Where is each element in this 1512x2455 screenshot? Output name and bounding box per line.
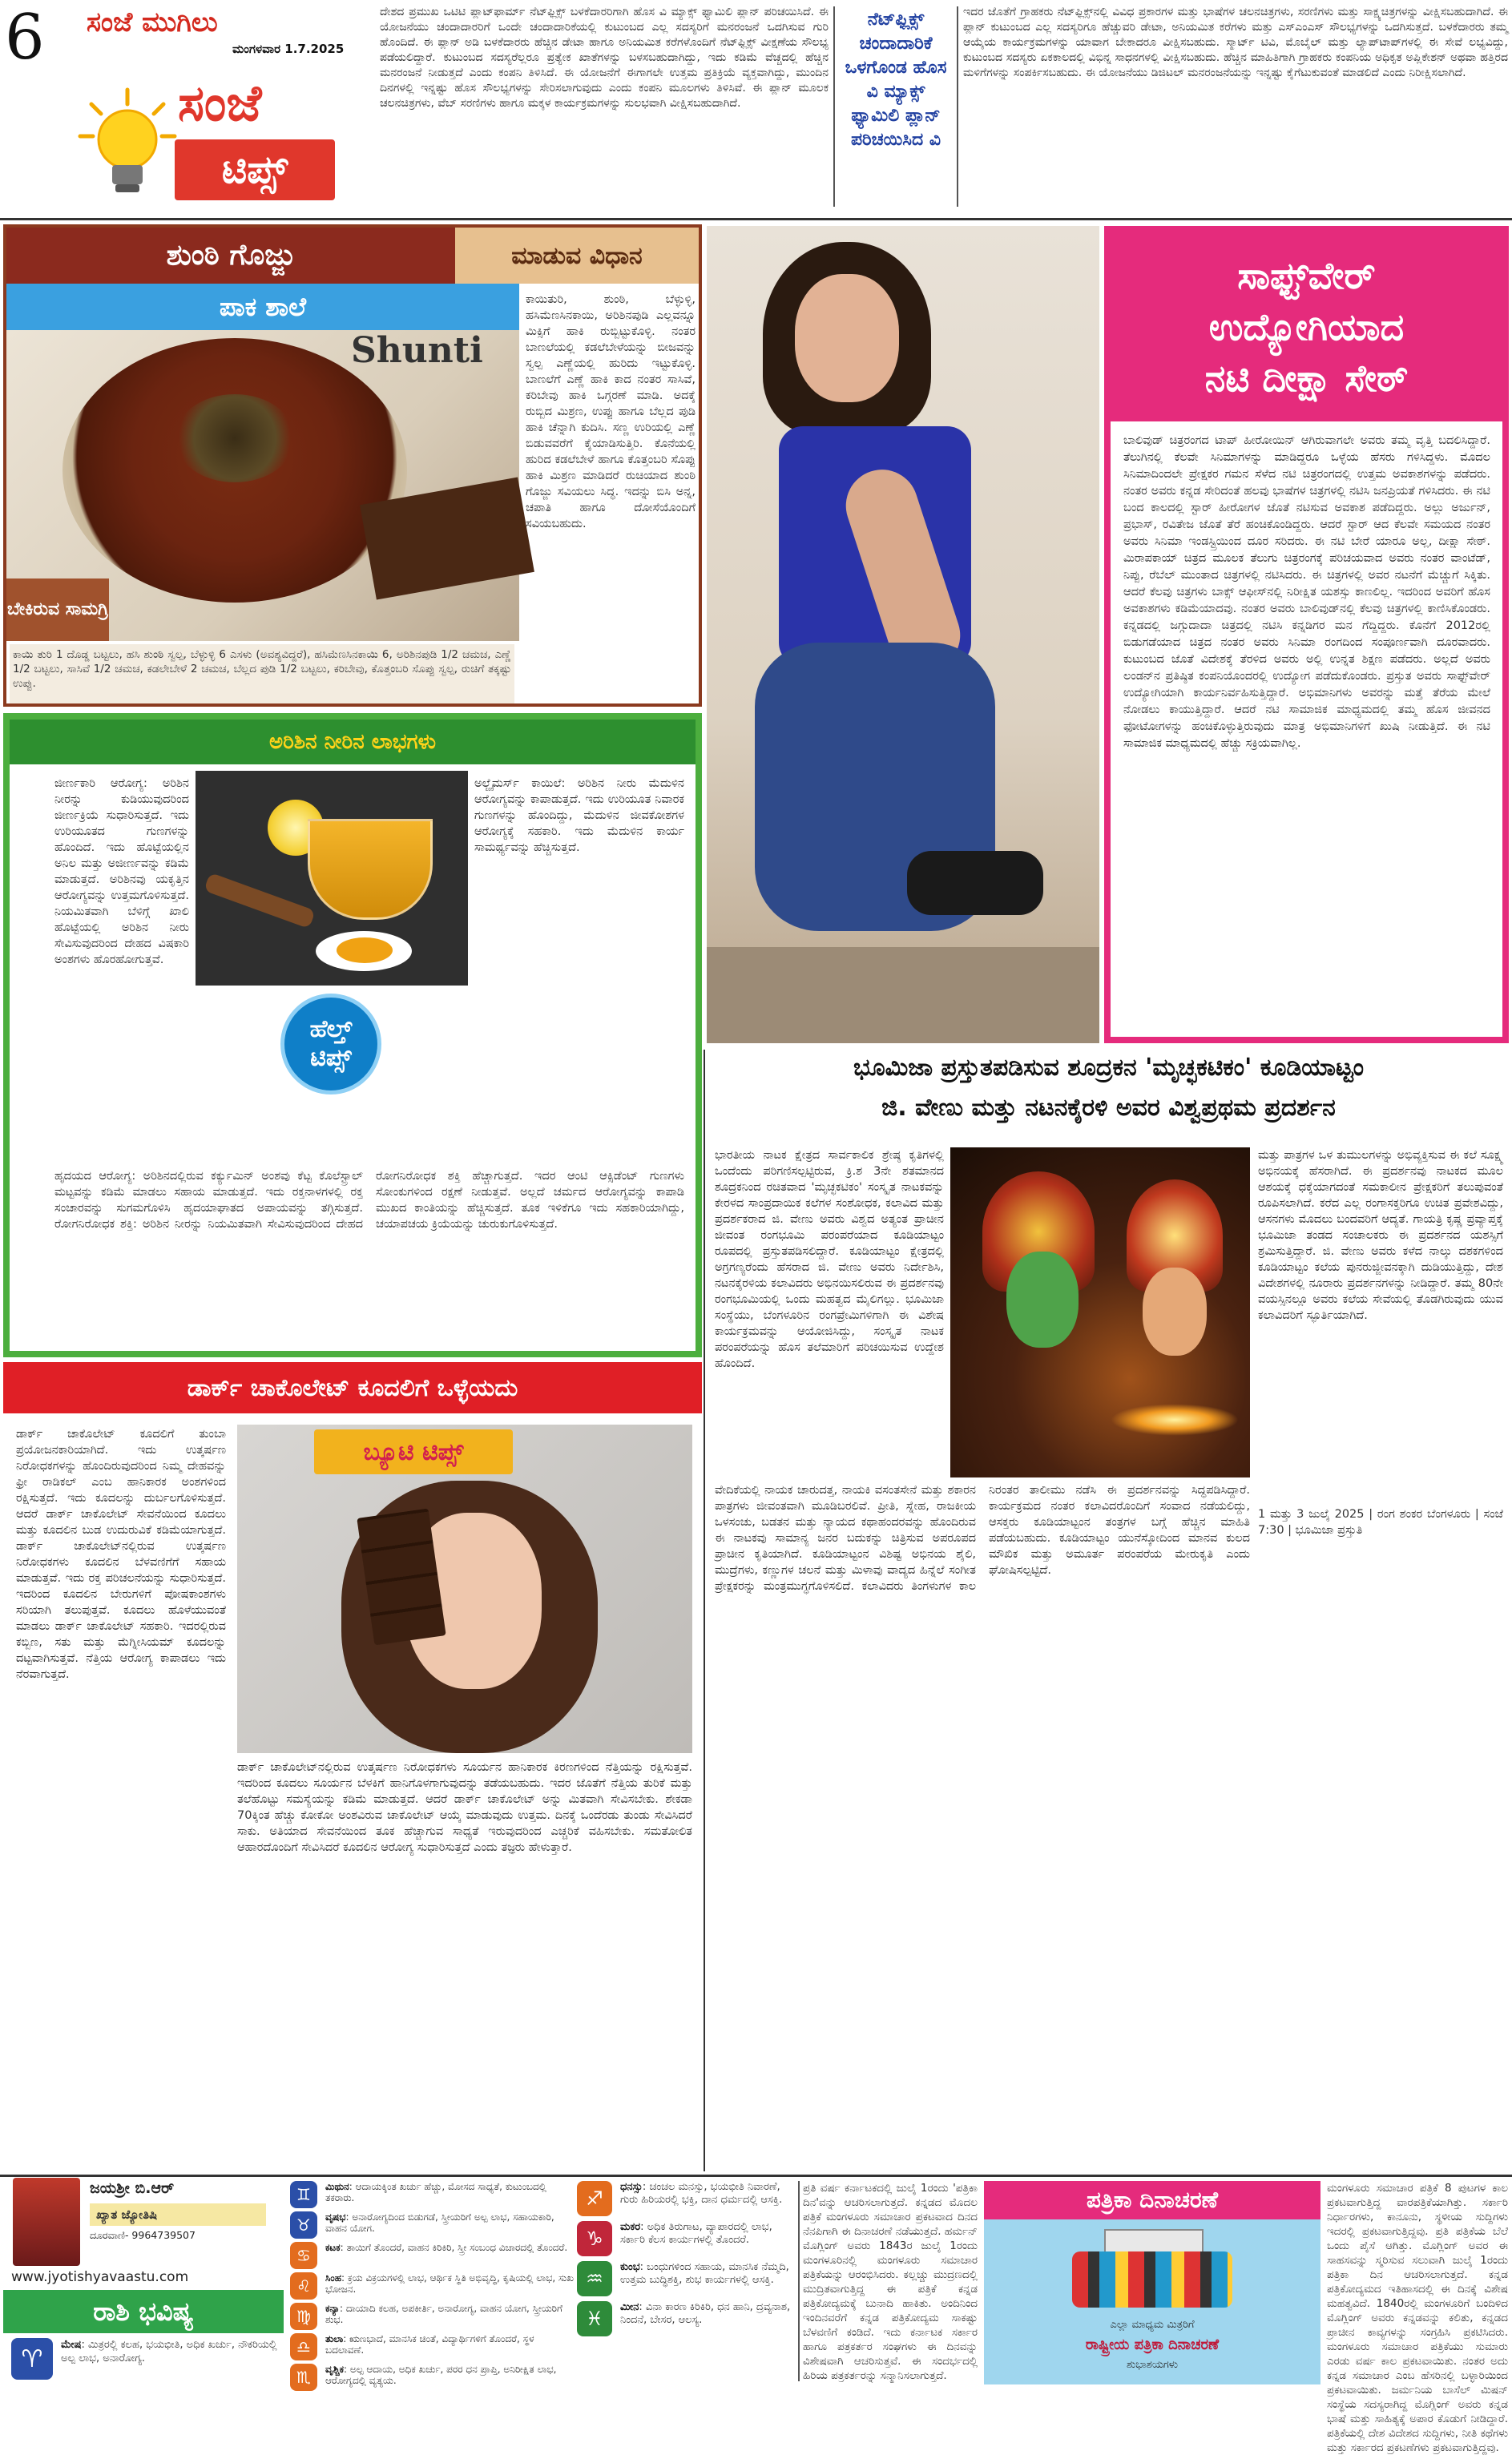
- masthead: [0, 0, 370, 215]
- divider: [704, 1050, 705, 2171]
- lamp-flames: [1111, 1404, 1239, 1436]
- horoscope-item: [290, 2211, 575, 2239]
- press-day-title: ಪತ್ರಿಕಾ ದಿನಾಚರಣೆ: [1086, 2187, 1219, 2213]
- chocolate-body-bottom: ಡಾರ್ಕ್ ಚಾಕೊಲೇಟ್‌ನಲ್ಲಿರುವ ಉತ್ಕರ್ಷಣ ನಿರೋಧಕಗಳು ಸೂರ್ಯನ ಹಾನಿಕಾರಕ ಕಿರಣಗಳಿಂದ ನೆತ್ತಿಯನ್ನು ರಕ್ಷಿಸುತ್ತವೆ. ಇದರಿಂದ ಕೂದಲು ಸೂರ್ಯನ ಬೆಳಕಿಗೆ ಹಾನಿಗೊಳಗಾಗುವುದನ್ನು ತಡೆಯಬಹುದು. ಇದರ ಜೊತೆಗೆ ನೆತ್ತಿಯ ತುರಿಕೆ ಮತ್ತು ತಲೆಹೊಟ್ಟು ಸಮಸ್ಯೆಯನ್ನು ಕಡಿಮೆ ಮಾಡುತ್ತದೆ. ಆದರೆ ಡಾರ್ಕ್ ಚಾಕೊಲೇಟ್ ಅನ್ನು ಮಿತವಾಗಿ ಸೇವಿಸಬೇಕು. ಶೇಕಡಾ 70ಕ್ಕಿಂತ ಹೆಚ್ಚು ಕೋಕೋ ಅಂಶವಿರುವ ಚಾಕೊಲೇಟ್ ಆಯ್ಕೆ ಮಾಡುವುದು ಉತ್ತಮ. ದಿನಕ್ಕೆ ಒಂದೆರಡು ತುಂಡು ಸೇವಿಸಿದರೆ ಸಾಕು. ಅತಿಯಾದ ಸೇವನೆಯಿಂದ ತೂಕ ಹೆಚ್ಚಾಗುವ ಸಾಧ್ಯತೆ ಇರುವುದರಿಂದ ಎಚ್ಚರಿಕೆ ವಹಿಸಬೇಕು. ಸಮತೋಲಿತ ಆಹಾರದೊಂದಿಗೆ ಸೇವಿಸಿದರೆ ಕೂದಲಿನ ಆರೋಗ್ಯ ಸುಧಾರಿಸುತ್ತದೆ ಎಂದು ತಜ್ಞರು ಹೇಳುತ್ತಾರೆ.: [237, 1761, 692, 1854]
- bull-icon: ♉: [290, 2211, 317, 2239]
- horoscope-item: [290, 2242, 575, 2269]
- turmeric-title-bar: [10, 720, 696, 764]
- horoscope-sign-name: ವೃಶ್ಚಿಕ: [325, 2364, 345, 2375]
- garnish: [175, 394, 295, 482]
- press-day-poster: [984, 2219, 1320, 2384]
- divider: [0, 2175, 1512, 2177]
- horoscope-item: [290, 2272, 575, 2300]
- recipe-section: [3, 224, 702, 707]
- horoscope-text: ಮಿಥುನ: ಆದಾಯಕ್ಕಿಂತ ಖರ್ಚು ಹೆಚ್ಚು, ಮೋಸದ ಸಾಧ್ಯತೆ, ಕುಟುಂಬದಲ್ಲಿ ತಕರಾರು.: [325, 2181, 546, 2203]
- horoscope-prediction: ಅನಾರೋಗ್ಯದಿಂದ ಬಿಡುಗಡೆ, ಸ್ತ್ರೀಯರಿಗೆ ಅಲ್ಪ ಲಾಭ, ಸಹಾಯಕಾರಿ, ವಾಹನ ಯೋಗ.: [325, 2211, 554, 2234]
- health-badge-line1: ಹೆಲ್ತ್: [309, 1015, 353, 1043]
- method-label-box: [455, 228, 699, 284]
- actress-headline-line3: ನಟಿ ದೀಕ್ಷಾ ಸೇಠ್: [1204, 357, 1409, 400]
- performer-right-face: [1143, 1268, 1207, 1356]
- poster-text-3: ಶುಭಾಶಯಗಳು: [1127, 2359, 1178, 2371]
- performer-left-face: [1006, 1252, 1079, 1348]
- horoscope-sign-name: ಮೀನ: [620, 2301, 639, 2313]
- actress-headline-box: [1111, 232, 1502, 421]
- actress-headline-line1: ಸಾಫ್ಟ್‌ವೇರ್: [1237, 254, 1376, 297]
- horoscope-text: ಧನಸ್ಸು: ಚಂಚಲ ಮನಸ್ಸು, ಭಯಭೀತಿ ನಿವಾರಣೆ, ಗುರು ಹಿರಿಯರಲ್ಲಿ ಭಕ್ತಿ, ದಾನ ಧರ್ಮದಲ್ಲಿ ಆಸಕ್ತಿ.: [620, 2181, 783, 2206]
- netflix-headline: ನೆಟ್‌ಫ್ಲಿಕ್ಸ್ ಚಂದಾದಾರಿಕೆ ಒಳಗೊಂಡ ಹೊಸ ವಿ ಮ್ಯಾಕ್ಸ್ ಫ್ಯಾಮಿಲಿ ಪ್ಲಾನ್ ಪರಿಚಯಿಸಿದ ವಿ: [845, 10, 947, 150]
- horoscope-prediction: ಅಲ್ಪ ಆದಾಯ, ಅಧಿಕ ಖರ್ಚು, ಪರರ ಧನ ಪ್ರಾಪ್ತಿ, ಅನಿರೀಕ್ಷಿತ ಲಾಭ, ಆರೋಗ್ಯದಲ್ಲಿ ವ್ಯತ್ಯಯ.: [325, 2364, 557, 2386]
- actress-article: [1104, 226, 1509, 1043]
- ingredients-label: ಬೇಕಿರುವ ಸಾಮಗ್ರಿ: [6, 599, 109, 619]
- beauty-tips-badge: [314, 1429, 513, 1474]
- recipe-photo: [6, 330, 519, 641]
- horoscope-text: ವೃಷಭ: ಅನಾರೋಗ್ಯದಿಂದ ಬಿಡುಗಡೆ, ಸ್ತ್ರೀಯರಿಗೆ ಅಲ್ಪ ಲಾಭ, ಸಹಾಯಕಾರಿ, ವಾಹನ ಯೋಗ.: [325, 2211, 554, 2234]
- netflix-body: ಇದರ ಜೊತೆಗೆ ಗ್ರಾಹಕರು ನೆಟ್‌ಫ್ಲಿಕ್ಸ್‌ನಲ್ಲಿ ವಿವಿಧ ಪ್ರಕಾರಗಳ ಮತ್ತು ಭಾಷೆಗಳ ಚಲನಚಿತ್ರಗಳು, ಸರಣಿಗಳು ಮತ್ತು ಸಾಕ್ಷ್ಯಚಿತ್ರಗಳನ್ನು ವೀಕ್ಷಿಸಬಹುದಾಗಿದೆ. ಈ ಪ್ಲಾನ್ ಕುಟುಂಬದ ಎಲ್ಲ ಸದಸ್ಯರಿಗೂ ಹೆಚ್ಚುವರಿ ಡೇಟಾ, ಅನಿಯಮಿತ ಕರೆಗಳು ಮತ್ತು ಎಸ್‌ಎಂಎಸ್ ಸೌಲಭ್ಯಗಳನ್ನು ಒದಗಿಸುತ್ತದೆ. ಬಳಕೆದಾರರು ತಮ್ಮ ಆಯ್ಕೆಯ ಕಾರ್ಯಕ್ರಮಗಳನ್ನು ಯಾವಾಗ ಬೇಕಾದರೂ ವೀಕ್ಷಿಸಬಹುದು. ಸ್ಮಾರ್ಟ್ ಟಿವಿ, ಮೊಬೈಲ್ ಮತ್ತು ಲ್ಯಾಪ್‌ಟಾಪ್‌ಗಳಲ್ಲಿ ಈ ಸೇವೆ ಲಭ್ಯವಿದ್ದು, ಕುಟುಂಬದ ಸದಸ್ಯರು ಏಕಕಾಲದಲ್ಲಿ ವಿಭಿನ್ನ ಸಾಧನಗಳಲ್ಲಿ ವೀಕ್ಷಿಸಬಹುದು. ಹೆಚ್ಚಿನ ಮಾಹಿತಿಗಾಗಿ ಗ್ರಾಹಕರು ಕಂಪನಿಯ ಅಧಿಕೃತ ಅಪ್ಲಿಕೇಶನ್ ಅಥವಾ ಹತ್ತಿರದ ಮಳಿಗೆಗಳನ್ನು ಸಂಪರ್ಕಿಸಬಹುದು. ಈ ಯೋಜನೆಯು ಡಿಜಿಟಲ್ ಮನರಂಜನೆಯನ್ನು ಇನ್ನಷ್ಟು ಕೈಗೆಟುಕುವಂತೆ ಮಾಡಲಿದೆ ಎಂದು ನಿರೀಕ್ಷಿಸಲಾಗಿದೆ.: [963, 6, 1508, 79]
- horoscope-sign-name: ಮಿಥುನ: [325, 2181, 349, 2192]
- horoscope-item: [290, 2333, 575, 2360]
- brand-sanje: ಸಂಜೆ: [178, 74, 262, 132]
- horoscope-sign-name: ಸಿಂಹ: [325, 2272, 342, 2284]
- horoscope-prediction: ತಾಯಿಗೆ ತೊಂದರೆ, ವಾಹನ ಕಿರಿಕಿರಿ, ಸ್ತ್ರೀ ಸಂಬಂಧ ವಿಚಾರದಲ್ಲಿ ತೊಂದರೆ.: [346, 2242, 568, 2253]
- section-label-bar: [6, 284, 519, 330]
- horoscope-text: ಮೀನ: ವಿನಾ ಕಾರಣ ಕಿರಿಕಿರಿ, ಧನ ಹಾನಿ, ದ್ರವ್ಯನಾಶ, ನಿಂದನೆ, ಬೇಸರ, ಆಲಸ್ಯ.: [620, 2301, 791, 2326]
- horoscope-item: [290, 2303, 575, 2330]
- astrologer-card: [10, 2178, 274, 2266]
- horoscope-text: ಕನ್ಯಾ: ದಾಯಾದಿ ಕಲಹ, ಅಪಕೀರ್ತಿ, ಅನಾರೋಗ್ಯ, ವಾಹನ ಯೋಗ, ಸ್ತ್ರೀಯರಿಗೆ ಶುಭ.: [325, 2303, 562, 2325]
- divider: [0, 218, 1512, 220]
- tea-cup: [308, 819, 433, 920]
- horoscope-prediction: ದಾಯಾದಿ ಕಲಹ, ಅಪಕೀರ್ತಿ, ಅನಾರೋಗ್ಯ, ವಾಹನ ಯೋಗ, ಸ್ತ್ರೀಯರಿಗೆ ಶುಭ.: [325, 2303, 562, 2325]
- press-day-title-bar: [984, 2181, 1320, 2219]
- astrologer-role: [90, 2203, 266, 2226]
- chocolate-title: ಡಾರ್ಕ್ ಚಾಕೊಲೇಟ್ ಕೂದಲಿಗೆ ಒಳ್ಳೆಯದು: [187, 1373, 518, 1402]
- horoscope-item: [577, 2301, 795, 2336]
- koodiyattam-headline-line1: ಭೂಮಿಜಾ ಪ್ರಸ್ತುತಪಡಿಸುವ ಶೂದ್ರಕನ 'ಮೃಚ್ಛಕಟಿಕಂ' ಕೂಡಿಯಾಟ್ಟಂ: [853, 1054, 1365, 1082]
- wall-base: [707, 947, 1099, 1043]
- signs-area-left: [11, 2338, 288, 2384]
- horoscope-sign-name: ಕುಂಭ: [620, 2261, 640, 2273]
- horoscope-item: [290, 2181, 575, 2208]
- horoscope-title-bar: [3, 2290, 284, 2333]
- horoscope-prediction: ಅಧಿಕ ತಿರುಗಾಟ, ವ್ಯಾಪಾರದಲ್ಲಿ ಲಾಭ, ಸರ್ಕಾರಿ ಕೆಲಸ ಕಾರ್ಯಗಳಲ್ಲಿ ತೊಂದರೆ.: [620, 2221, 772, 2246]
- chocolate-body-left: ಡಾರ್ಕ್ ಚಾಕೊಲೇಟ್ ಕೂದಲಿಗೆ ತುಂಬಾ ಪ್ರಯೋಜನಕಾರಿಯಾಗಿದೆ. ಇದು ಉತ್ಕರ್ಷಣ ನಿರೋಧಕಗಳನ್ನು ಹೊಂದಿರುವುದರಿಂದ ನಿಮ್ಮ ದೇಹವನ್ನು ಫ್ರೀ ರಾಡಿಕಲ್ ಎಂಬ ಹಾನಿಕಾರಕ ಅಂಶಗಳಿಂದ ರಕ್ಷಿಸುತ್ತದೆ. ಇದು ಕೂದಲನ್ನು ದುರ್ಬಲಗೊಳಿಸುತ್ತದೆ. ಆದರೆ ಡಾರ್ಕ್ ಚಾಕೊಲೇಟ್ ಸೇವನೆಯಿಂದ ಕೂದಲು ಮತ್ತು ಕೂದಲಿನ ಬುಡ ಉದುರುವಿಕೆ ಕಡಿಮೆಯಾಗುತ್ತದೆ. ಡಾರ್ಕ್ ಚಾಕೊಲೇಟ್‌ನಲ್ಲಿರುವ ಉತ್ಕರ್ಷಣ ನಿರೋಧಕಗಳು ಕೂದಲಿನ ಬೆಳವಣಿಗೆಗೆ ಸಹಾಯ ಮಾಡುತ್ತವೆ. ಇದು ರಕ್ತ ಪರಿಚಲನೆಯನ್ನು ಸುಧಾರಿಸುತ್ತದೆ. ಇದರಿಂದ ಕೂದಲಿನ ಬೇರುಗಳಿಗೆ ಪೋಷಕಾಂಶಗಳು ಸರಿಯಾಗಿ ತಲುಪುತ್ತವೆ. ಕೂದಲು ಹೊಳೆಯುವಂತೆ ಮಾಡಲು ಡಾರ್ಕ್ ಚಾಕೊಲೇಟ್ ಸಹಕಾರಿ. ಇದರಲ್ಲಿರುವ ಕಬ್ಬಿಣ, ಸತು ಮತ್ತು ಮೆಗ್ನೀಸಿಯಮ್ ಕೂದಲನ್ನು ದಟ್ಟವಾಗಿಸುತ್ತವೆ. ನೆತ್ತಿಯ ಆರೋಗ್ಯ ಕಾಪಾಡಲು ಇದು ನೆರವಾಗುತ್ತದೆ.: [16, 1428, 226, 1681]
- chocolate-photo: [237, 1425, 692, 1753]
- koodiyattam-photo: [950, 1147, 1250, 1477]
- horoscope-item: [577, 2261, 795, 2296]
- goat-icon: ♑: [577, 2221, 612, 2256]
- netflix-lead: ದೇಶದ ಪ್ರಮುಖ ಒಟಿಟಿ ಪ್ಲಾಟ್‌ಫಾರ್ಮ್ ನೆಟ್‌ಫ್ಲಿಕ್ಸ್ ಬಳಕೆದಾರರಿಗಾಗಿ ಹೊಸ ವಿ ಮ್ಯಾಕ್ಸ್ ಫ್ಯಾಮಿಲಿ ಪ್ಲಾನ್ ಪರಿಚಯಿಸಿದೆ. ಈ ಯೋಜನೆಯು ಚಂದಾದಾರರಿಗೆ ಒಂದೇ ಚಂದಾದಾರಿಕೆಯಲ್ಲಿ ಕುಟುಂಬದ ಎಲ್ಲ ಸದಸ್ಯರಿಗೆ ಮನರಂಜನೆ ಒದಗಿಸುವ ಗುರಿ ಹೊಂದಿದೆ. ಈ ಪ್ಲಾನ್ ಅಡಿ ಬಳಕೆದಾರರು ಹೆಚ್ಚಿನ ಡೇಟಾ ಹಾಗೂ ಅನಿಯಮಿತ ಕರೆಗಳೊಂದಿಗೆ ನೆಟ್‌ಫ್ಲಿಕ್ಸ್ ವೀಕ್ಷಣೆಯ ಸೌಲಭ್ಯ ಪಡೆಯಲಿದ್ದಾರೆ. ಕುಟುಂಬದ ಸದಸ್ಯರೆಲ್ಲರೂ ಪ್ರತ್ಯೇಕ ಖಾತೆಗಳನ್ನು ಬಳಸಬಹುದಾಗಿದ್ದು, ಇದು ಕಡಿಮೆ ವೆಚ್ಚದಲ್ಲಿ ಹೆಚ್ಚಿನ ಮನರಂಜನೆ ನೀಡುತ್ತದೆ ಎಂದು ಕಂಪನಿ ತಿಳಿಸಿದೆ. ಈ ಯೋಜನೆಗೆ ಈಗಾಗಲೇ ಉತ್ತಮ ಪ್ರತಿಕ್ರಿಯೆ ವ್ಯಕ್ತವಾಗಿದ್ದು, ಮುಂದಿನ ದಿನಗಳಲ್ಲಿ ಇನ್ನಷ್ಟು ಹೊಸ ಸೌಲಭ್ಯಗಳನ್ನು ಸೇರಿಸಲಾಗುವುದು ಎಂದು ಕಂಪನಿ ಮೂಲಗಳು ತಿಳಿಸಿವೆ. ಈ ಪ್ಲಾನ್ ಮೂಲಕ ಚಲನಚಿತ್ರಗಳು, ವೆಬ್ ಸರಣಿಗಳು ಹಾಗೂ ಮಕ್ಕಳ ಕಾರ್ಯಕ್ರಮಗಳನ್ನು ಸುಲಭವಾಗಿ ವೀಕ್ಷಿಸಬಹುದಾಗಿದೆ.: [380, 6, 829, 110]
- scorpion-icon: ♏: [290, 2364, 317, 2391]
- recipe-title-bar: [6, 228, 455, 284]
- horoscope-text: ಕಟಕ: ತಾಯಿಗೆ ತೊಂದರೆ, ವಾಹನ ಕಿರಿಕಿರಿ, ಸ್ತ್ರೀ ಸಂಬಂಧ ವಿಚಾರದಲ್ಲಿ ತೊಂದರೆ.: [325, 2242, 568, 2253]
- turmeric-col-bottom: ಹೃದಯದ ಆರೋಗ್ಯ: ಅರಿಶಿನದಲ್ಲಿರುವ ಕರ್ಕ್ಯುಮಿನ್ ಅಂಶವು ಕೆಟ್ಟ ಕೊಲೆಸ್ಟ್ರಾಲ್ ಮಟ್ಟವನ್ನು ಕಡಿಮೆ ಮಾಡಲು ಸಹಾಯ ಮಾಡುತ್ತದೆ. ಇದು ರಕ್ತನಾಳಗಳಲ್ಲಿ ರಕ್ತ ಸಂಚಾರವನ್ನು ಸುಗಮಗೊಳಿಸಿ ಹೃದಯಾಘಾತದ ಅಪಾಯವನ್ನು ತಗ್ಗಿಸುತ್ತದೆ. ರೋಗನಿರೋಧಕ ಶಕ್ತಿ: ಅರಿಶಿನ ನೀರನ್ನು ನಿಯಮಿತವಾಗಿ ಸೇವಿಸುವುದರಿಂದ ದೇಹದ ರೋಗನಿರೋಧಕ ಶಕ್ತಿ ಹೆಚ್ಚಾಗುತ್ತದೆ. ಇದರ ಆಂಟಿ ಆಕ್ಸಿಡೆಂಟ್ ಗುಣಗಳು ಸೋಂಕುಗಳಿಂದ ರಕ್ಷಣೆ ನೀಡುತ್ತವೆ. ಅಲ್ಲದೆ ಚರ್ಮದ ಆರೋಗ್ಯವನ್ನು ಕಾಪಾಡಿ ಮುಖದ ಕಾಂತಿಯನ್ನು ಹೆಚ್ಚಿಸುತ್ತದೆ. ತೂಕ ಇಳಿಕೆಗೂ ಇದು ಸಹಕಾರಿಯಾಗಿದ್ದು, ಚಯಾಪಚಯ ಕ್ರಿಯೆಯನ್ನು ಚುರುಕುಗೊಳಿಸುತ್ತದೆ.: [54, 1170, 684, 1231]
- ram-icon: ♈: [11, 2338, 53, 2380]
- horoscope-prediction: ಬಂಧುಗಳಿಂದ ಸಹಾಯ, ಮಾನಸಿಕ ನೆಮ್ಮದಿ, ಉತ್ತಮ ಬುದ್ಧಿಶಕ್ತಿ, ಶುಭ ಕಾರ್ಯಗಳಲ್ಲಿ ಆಸಕ್ತಿ.: [620, 2261, 789, 2286]
- poster-text-2: ರಾಷ್ಟ್ರೀಯ ಪತ್ರಿಕಾ ದಿನಾಚರಣೆ: [1085, 2336, 1220, 2353]
- poster-text-1: ಎಲ್ಲಾ ಮಾಧ್ಯಮ ಮಿತ್ರರಿಗೆ: [1110, 2319, 1195, 2331]
- horoscope-prediction: ವಿನಾ ಕಾರಣ ಕಿರಿಕಿರಿ, ಧನ ಹಾನಿ, ದ್ರವ್ಯನಾಶ, ನಿಂದನೆ, ಬೇಸರ, ಆಲಸ್ಯ.: [620, 2301, 791, 2326]
- section-label: ಪಾಕ ಶಾಲೆ: [219, 291, 307, 322]
- cinnamon: [204, 873, 316, 929]
- turmeric-col-left: ಜೀರ್ಣಕಾರಿ ಆರೋಗ್ಯ: ಅರಿಶಿನ ನೀರನ್ನು ಕುಡಿಯುವುದರಿಂದ ಜೀರ್ಣಕ್ರಿಯೆ ಸುಧಾರಿಸುತ್ತದೆ. ಇದು ಉರಿಯೂತದ ಗುಣಗಳನ್ನು ಹೊಂದಿದೆ. ಇದು ಹೊಟ್ಟೆಯಲ್ಲಿನ ಅನಿಲ ಮತ್ತು ಅಜೀರ್ಣವನ್ನು ಕಡಿಮೆ ಮಾಡುತ್ತದೆ. ಅರಿಶಿನವು ಯಕೃತ್ತಿನ ಆರೋಗ್ಯವನ್ನು ಉತ್ತಮಗೊಳಿಸುತ್ತದೆ. ನಿಯಮಿತವಾಗಿ ಬೆಳಿಗ್ಗೆ ಖಾಲಿ ಹೊಟ್ಟೆಯಲ್ಲಿ ಅರಿಶಿನ ನೀರು ಸೇವಿಸುವುದರಿಂದ ದೇಹದ ವಿಷಕಾರಿ ಅಂಶಗಳು ಹೊರಹೋಗುತ್ತವೆ.: [54, 777, 189, 966]
- health-tips-badge: [280, 994, 381, 1094]
- horoscope-prediction: ಕ್ರಯ ವಿಕ್ರಯಗಳಲ್ಲಿ ಲಾಭ, ಆರ್ಥಿಕ ಸ್ಥಿತಿ ಅಭಿವೃದ್ಧಿ, ಕೃಷಿಯಲ್ಲಿ ಲಾಭ, ಸುಖ ಭೋಜನ.: [325, 2272, 574, 2295]
- turmeric-title: ಅರಿಶಿನ ನೀರಿನ ಲಾಭಗಳು: [268, 729, 437, 754]
- horoscope-text: ಮೇಷ: ಮಿತ್ರರಲ್ಲಿ ಕಲಹ, ಭಯಭೀತಿ, ಅಧಿಕ ಖರ್ಚು, ನೌಕರಿಯಲ್ಲಿ ಅಲ್ಪ ಲಾಭ, ಅನಾರೋಗ್ಯ.: [61, 2339, 277, 2364]
- press-day-extra: ಮಂಗಳೂರು ಸಮಾಚಾರ ಪತ್ರಿಕೆಯು ಸುಮಾರು ಎರಡು ವರ್ಷ ಕಾಲ ಪ್ರಕಟವಾಯಿತು. ನಂತರ ಅದು ಕನ್ನಡ ಸಮಾಚಾರ ಎಂಬ ಹೆಸರಿನಲ್ಲಿ ಬಳ್ಳಾರಿಯಿಂದ ಪ್ರಕಟವಾಯಿತು. ಜರ್ಮನಿಯ ಬಾಸೆಲ್ ಮಿಷನ್ ಸಂಸ್ಥೆಯ ಸದಸ್ಯರಾಗಿದ್ದ ಮೊಗ್ಲಿಂಗ್ ಅವರು ಕನ್ನಡ ಭಾಷೆ ಮತ್ತು ಸಾಹಿತ್ಯಕ್ಕೆ ಅಪಾರ ಕೊಡುಗೆ ನೀಡಿದ್ದಾರೆ. ಪತ್ರಿಕೆಯಲ್ಲಿ ದೇಶ ವಿದೇಶದ ಸುದ್ದಿಗಳು, ನೀತಿ ಕಥೆಗಳು ಮತ್ತು ಸರ್ಕಾರದ ಪ್ರಕಟಣೆಗಳು ಪ್ರಕಟವಾಗುತ್ತಿದ್ದವು.: [1327, 2340, 1508, 2454]
- beauty-tips-label: ಬ್ಯೂಟಿ ಟಿಪ್ಸ್: [363, 1437, 464, 1466]
- koodiyattam-headline-line2: ಜಿ. ವೇಣು ಮತ್ತು ನಟನಕೈರಳಿ ಅವರ ವಿಶ್ವಪ್ರಥಮ ಪ್ರದರ್ಶನ: [881, 1094, 1336, 1122]
- horoscope-title: ರಾಶಿ ಭವಿಷ್ಯ: [93, 2296, 194, 2327]
- recipe-method: ಕಾಯಿತುರಿ, ಶುಂಠಿ, ಬೆಳ್ಳುಳ್ಳಿ, ಹಸಿಮೆಣಸಿನಕಾಯಿ, ಅರಿಶಿನಪುಡಿ ಎಲ್ಲವನ್ನೂ ಮಿಕ್ಸಿಗೆ ಹಾಕಿ ರುಬ್ಬಿಟ್ಟುಕೊಳ್ಳಿ. ನಂತರ ಬಾಣಲೆಯಲ್ಲಿ ಕಡಲೆಬೇಳೆಯನ್ನು ಬೀಜವನ್ನು ಸ್ವಲ್ಪ ಎಣ್ಣೆಯಲ್ಲಿ ಹುರಿದು ಇಟ್ಟುಕೊಳ್ಳಿ. ಬಾಣಲೆಗೆ ಎಣ್ಣೆ ಹಾಕಿ ಕಾದ ನಂತರ ಸಾಸಿವೆ, ಕರಿಬೇವು ಹಾಕಿ ಒಗ್ಗರಣೆ ಮಾಡಿ. ಅದಕ್ಕೆ ರುಬ್ಬಿದ ಮಿಶ್ರಣ, ಉಪ್ಪು ಹಾಗೂ ಬೆಲ್ಲದ ಪುಡಿ ಹಾಕಿ ಚೆನ್ನಾಗಿ ಕುದಿಸಿ. ಸಣ್ಣ ಉರಿಯಲ್ಲಿ ಎಣ್ಣೆ ಬಿಡುವವರೆಗೆ ಕೈಯಾಡಿಸುತ್ತಿರಿ. ಕೊನೆಯಲ್ಲಿ ಹುರಿದ ಕಡಲೆಬೇಳೆ ಹಾಗೂ ಕೊತ್ತಂಬರಿ ಸೊಪ್ಪು ಹಾಕಿ ಮಿಶ್ರಣ ಮಾಡಿದರೆ ರುಚಿಯಾದ ಶುಂಠಿ ಗೊಜ್ಜು ಸವಿಯಲು ಸಿದ್ಧ. ಇದನ್ನು ಬಿಸಿ ಅನ್ನ, ಚಪಾತಿ ಹಾಗೂ ದೋಸೆಯೊಂದಿಗೆ ಸವಿಯಬಹುದು.: [526, 293, 696, 530]
- horoscope-item: [577, 2221, 795, 2256]
- chocolate-title-bar: [3, 1362, 702, 1413]
- horoscope-sign-name: ಧನಸ್ಸು: [620, 2181, 643, 2193]
- page-number: 6: [5, 2, 45, 74]
- recipe-ingredients: ಕಾಯಿ ತುರಿ 1 ದೊಡ್ಡ ಬಟ್ಟಲು, ಹಸಿ ಶುಂಠಿ ಸ್ವಲ್ಪ, ಬೆಳ್ಳುಳ್ಳಿ 6 ಎಸಳು (ಅವಶ್ಯವಿದ್ದರೆ), ಹಸಿಮೆಣಸಿನಕಾಯಿ 6, ಅರಿಶಿನಪುಡಿ 1/2 ಚಮಚ, ಎಣ್ಣೆ 1/2 ಬಟ್ಟಲು, ಸಾಸಿವೆ 1/2 ಚಮಚ, ಕಡಲೇಬೇಳೆ 2 ಚಮಚ, ಬೆಲ್ಲದ ಪುಡಿ 1/2 ಬಟ್ಟಲು, ಕರಿಬೇವು, ಕೊತ್ತಂಬರಿ ಸೊಪ್ಪು ಸ್ವಲ್ಪ, ರುಚಿಗೆ ತಕ್ಕಷ್ಟು ಉಪ್ಪು.: [10, 644, 514, 703]
- paper-name: ಸಂಜೆ ಮುಗಿಲು: [87, 6, 218, 38]
- divider: [957, 6, 958, 207]
- microphones: [1072, 2251, 1232, 2308]
- press-day-card: [984, 2181, 1320, 2384]
- shoe: [907, 851, 1043, 915]
- crab-icon: ♋: [290, 2242, 317, 2269]
- archer-icon: ♐: [577, 2181, 612, 2216]
- turmeric-powder: [337, 937, 393, 963]
- astrologer-website: www.jyotishyavaastu.com: [11, 2269, 189, 2285]
- brand-tips: ಟಿಪ್ಸ್: [221, 147, 288, 192]
- horoscope-text: ಸಿಂಹ: ಕ್ರಯ ವಿಕ್ರಯಗಳಲ್ಲಿ ಲಾಭ, ಆರ್ಥಿಕ ಸ್ಥಿತಿ ಅಭಿವೃದ್ಧಿ, ಕೃಷಿಯಲ್ಲಿ ಲಾಭ, ಸುಖ ಭೋಜನ.: [325, 2272, 574, 2295]
- actress-headline-line2: ಉದ್ಯೋಗಿಯಾದ: [1208, 305, 1405, 349]
- actress-photo: [707, 226, 1099, 1043]
- face: [795, 274, 899, 402]
- horoscope-sign-name: ಕನ್ಯಾ: [325, 2303, 340, 2314]
- brand-tips-box: [175, 139, 335, 200]
- horoscope-prediction: ಚಂಚಲ ಮನಸ್ಸು, ಭಯಭೀತಿ ನಿವಾರಣೆ, ಗುರು ಹಿರಿಯರಲ್ಲಿ ಭಕ್ತಿ, ದಾನ ಧರ್ಮದಲ್ಲಿ ಆಸಕ್ತಿ.: [620, 2181, 783, 2206]
- health-badge-line2: ಟಿಪ್ಸ್: [310, 1044, 352, 1072]
- divider: [798, 2181, 800, 2381]
- horoscope-sign-name: ಮೇಷ: [61, 2339, 82, 2351]
- method-label: ಮಾಡುವ ವಿಧಾನ: [511, 241, 643, 270]
- fish-icon: ♓: [577, 2301, 612, 2336]
- astrologer-role-text: ಖ್ಯಾತ ಜ್ಯೋತಿಷಿ: [96, 2207, 158, 2222]
- horoscope-prediction: ಋಣಭಾದೆ, ಮಾನಸಿಕ ಚಿಂತೆ, ವಿದ್ಯಾರ್ಥಿಗಳಿಗೆ ತೊಂದರೆ, ಸ್ಥಳ ಬದಲಾವಣೆ.: [325, 2333, 534, 2356]
- astrologer-name: ಜಯಶ್ರೀ ಬಿ.ಆರ್: [90, 2179, 175, 2197]
- astrologer-phone: ದೂರವಾಣಿ- 9964739507: [90, 2229, 196, 2241]
- horoscope-sign-name: ಕಟಕ: [325, 2242, 341, 2253]
- koodiyattam-body-left: ಭಾರತೀಯ ನಾಟಕ ಕ್ಷೇತ್ರದ ಸಾರ್ವಕಾಲಿಕ ಶ್ರೇಷ್ಠ ಕೃತಿಗಳಲ್ಲಿ ಒಂದೆಂದು ಪರಿಗಣಿಸಲ್ಪಟ್ಟಿರುವ, ಕ್ರಿ.ಶ 3ನೇ ಶತಮಾನದ ಶೂದ್ರಕನಿಂದ ರಚಿತವಾದ 'ಮೃಚ್ಛಕಟಿಕಂ' ಸಂಸ್ಕೃತ ನಾಟಕವನ್ನು ಕೇರಳದ ಸಾಂಪ್ರದಾಯಿಕ ಕಲೆಗಳ ಸಂಶೋಧಕ, ಕಲಾವಿದ ಮತ್ತು ಪ್ರದರ್ಶಕರಾದ ಜಿ. ವೇಣು ಅವರು ವಿಶ್ವದ ಅತ್ಯಂತ ಪ್ರಾಚೀನ ಜೀವಂತ ರಂಗಭೂಮಿ ಪರಂಪರೆಯಾದ ಕೂಡಿಯಾಟ್ಟಂ ರೂಪದಲ್ಲಿ ಪ್ರಸ್ತುತಪಡಿಸಲಿದ್ದಾರೆ. ಕೂಡಿಯಾಟ್ಟಂ ಕ್ಷೇತ್ರದಲ್ಲಿ ಅಗ್ರಗಣ್ಯರೆಂದು ಹೆಸರಾದ ಜಿ. ವೇಣು ಅವರು ನಿರ್ದೇಶಿಸಿ, ನಟನಕೈರಳಿಯ ಕಲಾವಿದರು ಅಭಿನಯಿಸಲಿರುವ ಈ ಪ್ರದರ್ಶನವು ರಂಗಭೂಮಿಯಲ್ಲಿ ಒಂದು ಮಹತ್ವದ ಮೈಲಿಗಲ್ಲು. ಭೂಮಿಜಾ ಸಂಸ್ಥೆಯು, ಬೆಂಗಳೂರಿನ ರಂಗಪ್ರೇಮಿಗಳಿಗಾಗಿ ಈ ವಿಶೇಷ ಕಾರ್ಯಕ್ರಮವನ್ನು ಆಯೋಜಿಸಿದ್ದು, ಸಂಸ್ಕೃತ ನಾಟಕ ಪರಂಪರೆಯನ್ನು ಹೊಸ ತಲೆಮಾರಿಗೆ ಪರಿಚಯಿಸುವ ಉದ್ದೇಶ ಹೊಂದಿದೆ.: [715, 1149, 944, 1370]
- horoscope-prediction: ಆದಾಯಕ್ಕಿಂತ ಖರ್ಚು ಹೆಚ್ಚು, ಮೋಸದ ಸಾಧ್ಯತೆ, ಕುಟುಂಬದಲ್ಲಿ ತಕರಾರು.: [325, 2181, 546, 2203]
- press-day-body-right: ಮಂಗಳೂರು ಸಮಾಚಾರ ಪತ್ರಿಕೆ 8 ಪುಟಗಳ ಕಾಲ ಪ್ರಕಟವಾಗುತ್ತಿದ್ದ ವಾರಪತ್ರಿಕೆಯಾಗಿತ್ತು. ಸರ್ಕಾರಿ ನಿರ್ಧಾರಗಳು, ಕಾನೂನು, ಸ್ಥಳೀಯ ಸುದ್ದಿಗಳು ಇದರಲ್ಲಿ ಪ್ರಕಟವಾಗುತ್ತಿದ್ದವು. ಪ್ರತಿ ಪತ್ರಿಕೆಯ ಬೆಲೆ ಒಂದು ಪೈಸೆ ಆಗಿತ್ತು. ಮೊಗ್ಲಿಂಗ್ ಅವರ ಈ ಸಾಹಸವನ್ನು ಸ್ಮರಿಸುವ ಸಲುವಾಗಿ ಜುಲೈ 1ರಂದು ಪತ್ರಿಕಾ ದಿನ ಆಚರಿಸಲಾಗುತ್ತದೆ. ಕನ್ನಡ ಪತ್ರಿಕೋದ್ಯಮದ ಇತಿಹಾಸದಲ್ಲಿ ಈ ದಿನಕ್ಕೆ ವಿಶೇಷ ಮಹತ್ವವಿದೆ. 1840ರಲ್ಲಿ ಮಂಗಳೂರಿಗೆ ಬಂದಿಳಿದ ಮೊಗ್ಲಿಂಗ್ ಅವರು ಕನ್ನಡವನ್ನು ಕಲಿತು, ಕನ್ನಡದ ಪ್ರಾಚೀನ ಕಾವ್ಯಗಳನ್ನು ಸಂಗ್ರಹಿಸಿ ಪ್ರಕಟಿಸಿದರು. ಮಂಗಳೂರು ಸಮಾಚಾರ ಪತ್ರಿಕೆಯು ಸುಮಾರು ಎರಡು ವರ್ಷ ಕಾಲ ಪ್ರಕಟವಾಯಿತು. ನಂತರ ಅದು ಕನ್ನಡ ಸಮಾಚಾರ ಎಂಬ ಹೆಸರಿನಲ್ಲಿ ಬಳ್ಳಾರಿಯಿಂದ ಪ್ರಕಟವಾಯಿತು. ಜರ್ಮನಿಯ ಬಾಸೆಲ್ ಮಿಷನ್ ಸಂಸ್ಥೆಯ ಸದಸ್ಯರಾಗಿದ್ದ ಮೊಗ್ಲಿಂಗ್ ಅವರು ಕನ್ನಡ ಭಾಷೆ ಮತ್ತು ಸಾಹಿತ್ಯಕ್ಕೆ ಅಪಾರ ಕೊಡುಗೆ ನೀಡಿದ್ದಾರೆ. ಪತ್ರಿಕೆಯಲ್ಲಿ ದೇಶ ವಿದೇಶದ ಸುದ್ದಿಗಳು, ನೀತಿ ಕಥೆಗಳು ಮತ್ತು ಸರ್ಕಾರದ ಪ್ರಕಟಣೆಗಳು ಪ್ರಕಟವಾಗುತ್ತಿದ್ದವು.: [1327, 2182, 1508, 2454]
- turmeric-photo: [196, 771, 468, 986]
- water-bearer-icon: ♒: [577, 2261, 612, 2296]
- signs-area-right: [577, 2181, 795, 2384]
- horoscope-item: [290, 2364, 575, 2391]
- horoscope-text: ಮಕರ: ಅಧಿಕ ತಿರುಗಾಟ, ವ್ಯಾಪಾರದಲ್ಲಿ ಲಾಭ, ಸರ್ಕಾರಿ ಕೆಲಸ ಕಾರ್ಯಗಳಲ್ಲಿ ತೊಂದರೆ.: [620, 2221, 772, 2246]
- astrologer-avatar: [13, 2178, 80, 2266]
- scales-icon: ♎: [290, 2333, 317, 2360]
- horoscope-text: ವೃಶ್ಚಿಕ: ಅಲ್ಪ ಆದಾಯ, ಅಧಿಕ ಖರ್ಚು, ಪರರ ಧನ ಪ್ರಾಪ್ತಿ, ಅನಿರೀಕ್ಷಿತ ಲಾಭ, ಆರೋಗ್ಯದಲ್ಲಿ ವ್ಯತ್ಯಯ.: [325, 2364, 557, 2386]
- koodiyattam-body-mid: ವೇದಿಕೆಯಲ್ಲಿ ನಾಯಕ ಚಾರುದತ್ತ, ನಾಯಕಿ ವಸಂತಸೇನೆ ಮತ್ತು ಶಕಾರನ ಪಾತ್ರಗಳು ಜೀವಂತವಾಗಿ ಮೂಡಿಬರಲಿವೆ. ಪ್ರೀತಿ, ಸ್ನೇಹ, ರಾಜಕೀಯ ಒಳಸಂಚು, ಬಡತನ ಮತ್ತು ನ್ಯಾಯದ ಕಥಾಹಂದರವನ್ನು ಹೊಂದಿರುವ ಈ ನಾಟಕವು ಸಾಮಾನ್ಯ ಜನರ ಬದುಕನ್ನು ಚಿತ್ರಿಸುವ ಅಪರೂಪದ ಪ್ರಾಚೀನ ಕೃತಿಯಾಗಿದೆ. ಕೂಡಿಯಾಟ್ಟಂನ ವಿಶಿಷ್ಟ ಅಭಿನಯ ಶೈಲಿ, ಮುದ್ರೆಗಳು, ಕಣ್ಣುಗಳ ಚಲನೆ ಮತ್ತು ಮಿಳಾವು ವಾದ್ಯದ ಹಿನ್ನೆಲೆ ಸಂಗೀತ ಪ್ರೇಕ್ಷಕರನ್ನು ಮಂತ್ರಮುಗ್ಧಗೊಳಿಸಲಿದೆ. ಕಲಾವಿದರು ತಿಂಗಳುಗಳ ಕಾಲ ನಿರಂತರ ತಾಲೀಮು ನಡೆಸಿ ಈ ಪ್ರದರ್ಶನವನ್ನು ಸಿದ್ಧಪಡಿಸಿದ್ದಾರೆ. ಕಾರ್ಯಕ್ರಮದ ನಂತರ ಕಲಾವಿದರೊಂದಿಗೆ ಸಂವಾದ ನಡೆಯಲಿದ್ದು, ಆಸಕ್ತರು ಕೂಡಿಯಾಟ್ಟಂನ ತಂತ್ರಗಳ ಬಗ್ಗೆ ಹೆಚ್ಚಿನ ಮಾಹಿತಿ ಪಡೆಯಬಹುದು. ಕೂಡಿಯಾಟ್ಟಂ ಯುನೆಸ್ಕೋದಿಂದ ಮಾನವ ಕುಲದ ಮೌಖಿಕ ಮತ್ತು ಅಮೂರ್ತ ಪರಂಪರೆಯ ಮೇರುಕೃತಿ ಎಂದು ಘೋಷಿಸಲ್ಪಟ್ಟಿದೆ.: [715, 1484, 1250, 1593]
- photo-caption-text: Shunti: [351, 330, 483, 371]
- horoscope-prediction: ಮಿತ್ರರಲ್ಲಿ ಕಲಹ, ಭಯಭೀತಿ, ಅಧಿಕ ಖರ್ಚು, ನೌಕರಿಯಲ್ಲಿ ಅಲ್ಪ ಲಾಭ, ಅನಾರೋಗ್ಯ.: [61, 2339, 277, 2364]
- horoscope-item: [577, 2181, 795, 2216]
- recipe-title: ಶುಂಠಿ ಗೊಜ್ಜು: [166, 239, 296, 272]
- koodiyattam-headline: [708, 1048, 1509, 1136]
- horoscope-sign-name: ವೃಷಭ: [325, 2211, 346, 2223]
- koodiyattam-body-end: 1 ಮತ್ತು 3 ಜುಲೈ 2025 | ರಂಗ ಶಂಕರ ಬೆಂಗಳೂರು | ಸಂಜೆ 7:30 | ಭೂಮಿಜಾ ಪ್ರಸ್ತುತಿ: [1258, 1508, 1503, 1537]
- issue-date: ಮಂಗಳವಾರ 1.7.2025: [232, 42, 345, 56]
- actress-body: ಬಾಲಿವುಡ್ ಚಿತ್ರರಂಗದ ಟಾಪ್ ಹೀರೋಯಿನ್ ಆಗಿರುವಾಗಲೇ ಅವರು ತಮ್ಮ ವೃತ್ತಿ ಬದಲಿಸಿದ್ದಾರೆ. ತೆಲುಗಿನಲ್ಲಿ ಕೆಲವೇ ಸಿನಿಮಾಗಳನ್ನು ಮಾಡಿದ್ದರೂ ಒಳ್ಳೆಯ ಹೆಸರು ಗಳಿಸಿದ್ದಳು. ಮೊದಲ ಸಿನಿಮಾದಿಂದಲೇ ಪ್ರೇಕ್ಷಕರ ಗಮನ ಸೆಳೆದ ನಟಿ ಚಿತ್ರರಂಗದಲ್ಲಿ ಉತ್ತಮ ಅವಕಾಶಗಳನ್ನು ಪಡೆದರು. ನಂತರ ಅವರು ಕನ್ನಡ ಸೇರಿದಂತೆ ಹಲವು ಭಾಷೆಗಳ ಚಿತ್ರಗಳಲ್ಲಿ ನಟಿಸಿ ಜನಪ್ರಿಯತೆ ಗಳಿಸಿದರು. ಈ ನಟಿ ಬಂದ ಕಾಲದಲ್ಲಿ ಸ್ಟಾರ್ ಹೀರೋಗಳ ಜೊತೆ ನಟಿಸುವ ಅವಕಾಶ ಪಡೆದಿದ್ದರು. ಅಲ್ಲು ಅರ್ಜುನ್, ಪ್ರಭಾಸ್, ರವಿತೇಜ ಜೊತೆ ತೆರೆ ಹಂಚಿಕೊಂಡಿದ್ದರು. ಆದರೆ ಸ್ಟಾರ್ ಆದ ಕೆಲವೇ ಸಮಯದ ನಂತರ ಅವರು ಸಿನಿಮಾ ಇಂಡಸ್ಟ್ರಿಯಿಂದ ದೂರ ಸರಿದರು. ಈ ನಟಿ ಬೇರೆ ಯಾರೂ ಅಲ್ಲ, ದೀಕ್ಷಾ ಸೇಠ್. ಮಿರಾಪಕಾಯ್ ಚಿತ್ರದ ಮೂಲಕ ತೆಲುಗು ಚಿತ್ರರಂಗಕ್ಕೆ ಪರಿಚಯವಾದ ಅವರು ನಂತರ ವಾಂಟೆಡ್, ನಿಪ್ಪು, ರೆಬೆಲ್ ಮುಂತಾದ ಚಿತ್ರಗಳಲ್ಲಿ ನಟಿಸಿದರು. ಈ ಚಿತ್ರಗಳಲ್ಲಿ ಅವರ ನಟನೆಗೆ ಮೆಚ್ಚುಗೆ ಸಿಕ್ಕಿತು. ಆದರೆ ಕೆಲವು ಚಿತ್ರಗಳು ಬಾಕ್ಸ್ ಆಫೀಸ್‌ನಲ್ಲಿ ನಿರೀಕ್ಷಿತ ಯಶಸ್ಸು ಕಾಣಲಿಲ್ಲ. ಇದರಿಂದ ಅವರಿಗೆ ಹೊಸ ಅವಕಾಶಗಳು ಕಡಿಮೆಯಾದವು. ನಂತರ ಅವರು ಬಾಲಿವುಡ್‌ನಲ್ಲಿ ಕೆಲವು ಚಿತ್ರಗಳಲ್ಲಿ ಕಾಣಿಸಿಕೊಂಡರು. ಕನ್ನಡದಲ್ಲಿ ಜಗ್ಗುದಾದಾ ಚಿತ್ರದಲ್ಲಿ ನಟಿಸಿ ಕನ್ನಡಿಗರ ಮನ ಗೆದ್ದಿದ್ದರು. ಕೊನೆಗೆ 2012ರಲ್ಲಿ ಬಿಡುಗಡೆಯಾದ ಚಿತ್ರದ ನಂತರ ಅವರು ಸಿನಿಮಾ ರಂಗದಿಂದ ಸಂಪೂರ್ಣವಾಗಿ ದೂರವಾದರು. ಕುಟುಂಬದ ಜೊತೆ ವಿದೇಶಕ್ಕೆ ತೆರಳಿದ ಅವರು ಅಲ್ಲಿ ಉನ್ನತ ಶಿಕ್ಷಣ ಪಡೆದರು. ಅಲ್ಲದೆ ಅವರು ಲಂಡನ್‌ನ ಪ್ರತಿಷ್ಠಿತ ಕಂಪನಿಯೊಂದರಲ್ಲಿ ಉದ್ಯೋಗ ಪಡೆದುಕೊಂಡರು. ಪ್ರಸ್ತುತ ಅವರು ಸಾಫ್ಟ್‌ವೇರ್ ಉದ್ಯೋಗಿಯಾಗಿ ಕಾರ್ಯನಿರ್ವಹಿಸುತ್ತಿದ್ದಾರೆ. ಅಭಿಮಾನಿಗಳು ಅವರನ್ನು ಮತ್ತೆ ತೆರೆಯ ಮೇಲೆ ನೋಡಲು ಕಾಯುತ್ತಿದ್ದಾರೆ. ಆದರೆ ನಟಿ ಸಾಮಾಜಿಕ ಮಾಧ್ಯಮದಲ್ಲಿ ತಮ್ಮ ಹೊಸ ಜೀವನದ ಫೋಟೋಗಳನ್ನು ಹಂಚಿಕೊಳ್ಳುತ್ತಿರುವುದು ಮಾತ್ರ ಅಭಿಮಾನಿಗಳಿಗೆ ಖುಷಿ ನೀಡುತ್ತಿದೆ. ಈ ನಟಿ ಸಾಮಾಜಿಕ ಮಾಧ್ಯಮದಲ್ಲಿ ಹೆಚ್ಚು ಸಕ್ರಿಯವಾಗಿಲ್ಲ.: [1123, 434, 1491, 750]
- press-day-body-left: ಪ್ರತಿ ವರ್ಷ ಕರ್ನಾಟಕದಲ್ಲಿ ಜುಲೈ 1ರಂದು 'ಪತ್ರಿಕಾ ದಿನ'ವನ್ನು ಆಚರಿಸಲಾಗುತ್ತದೆ. ಕನ್ನಡದ ಮೊದಲ ಪತ್ರಿಕೆ ಮಂಗಳೂರು ಸಮಾಚಾರ ಪ್ರಕಟವಾದ ದಿನದ ನೆನಪಿಗಾಗಿ ಈ ದಿನಾಚರಣೆ ನಡೆಯುತ್ತದೆ. ಹರ್ಮನ್ ಮೊಗ್ಲಿಂಗ್ ಅವರು 1843ರ ಜುಲೈ 1ರಂದು ಮಂಗಳೂರಿನಲ್ಲಿ ಮಂಗಳೂರು ಸಮಾಚಾರ ಪತ್ರಿಕೆಯನ್ನು ಆರಂಭಿಸಿದರು. ಕಲ್ಲಚ್ಚು ಮುದ್ರಣದಲ್ಲಿ ಮುದ್ರಿತವಾಗುತ್ತಿದ್ದ ಈ ಪತ್ರಿಕೆ ಕನ್ನಡ ಪತ್ರಿಕೋದ್ಯಮಕ್ಕೆ ಬುನಾದಿ ಹಾಕಿತು. ಅಂದಿನಿಂದ ಇಂದಿನವರೆಗೆ ಕನ್ನಡ ಪತ್ರಿಕೋದ್ಯಮ ಸಾಕಷ್ಟು ಬೆಳವಣಿಗೆ ಕಂಡಿದೆ. ಇದು ಕರ್ನಾಟಕ ಸರ್ಕಾರ ಹಾಗೂ ಪತ್ರಕರ್ತರ ಸಂಘಗಳು ಈ ದಿನವನ್ನು ವಿಶೇಷವಾಗಿ ಆಚರಿಸುತ್ತವೆ. ಈ ಸಂದರ್ಭದಲ್ಲಿ ಹಿರಿಯ ಪತ್ರಕರ್ತರನ್ನು ಸನ್ಮಾನಿಸಲಾಗುತ್ತದೆ.: [803, 2182, 978, 2382]
- turmeric-section: [3, 713, 702, 1357]
- maiden-icon: ♍: [290, 2303, 317, 2330]
- bulb-icon: [80, 87, 175, 199]
- horoscope-item: [11, 2338, 288, 2380]
- lion-icon: ♌: [290, 2272, 317, 2300]
- horoscope-sign-name: ಮಕರ: [620, 2221, 641, 2233]
- turmeric-col-right: ಅಲ್ಜೈಮರ್ಸ್ ಕಾಯಿಲೆ: ಅರಿಶಿನ ನೀರು ಮೆದುಳಿನ ಆರೋಗ್ಯವನ್ನು ಕಾಪಾಡುತ್ತದೆ. ಇದು ಉರಿಯೂತ ನಿವಾರಕ ಗುಣಗಳನ್ನು ಹೊಂದಿದ್ದು, ಮೆದುಳಿನ ಜೀವಕೋಶಗಳ ಆರೋಗ್ಯಕ್ಕೆ ಸಹಕಾರಿ. ಇದು ಮೆದುಳಿನ ಕಾರ್ಯ ಸಾಮರ್ಥ್ಯವನ್ನು ಹೆಚ್ಚಿಸುತ್ತದೆ.: [474, 777, 684, 854]
- koodiyattam-body-right: ಮತ್ತು ಪಾತ್ರಗಳ ಒಳ ತುಮುಲಗಳನ್ನು ಅಭಿವ್ಯಕ್ತಿಸುವ ಈ ಕಲೆ ಸೂಕ್ಷ್ಮ ಅಭಿನಯಕ್ಕೆ ಹೆಸರಾಗಿದೆ. ಈ ಪ್ರದರ್ಶನವು ನಾಟಕದ ಮೂಲ ಆಶಯಕ್ಕೆ ಧಕ್ಕೆಯಾಗದಂತೆ ಸಮಕಾಲೀನ ಪ್ರೇಕ್ಷಕರಿಗೆ ತಲುಪುವಂತೆ ರೂಪಿಸಲಾಗಿದೆ. ಕರೆದ ಎಲ್ಲ ರಂಗಾಸಕ್ತರಿಗೂ ಉಚಿತ ಪ್ರವೇಶವಿದ್ದು, ಆಸನಗಳು ಮೊದಲು ಬಂದವರಿಗೆ ಆದ್ಯತೆ. ಗಾಯತ್ರಿ ಕೃಷ್ಣ ಪ್ರವ್ಯಾಪ್ತಕ್ಕೆ ಭೂಮಿಜಾ ತಂಡದ ಸಂಚಾಲಕರು ಈ ಪ್ರದರ್ಶನದ ಯಶಸ್ಸಿಗೆ ಶ್ರಮಿಸುತ್ತಿದ್ದಾರೆ. ಜಿ. ವೇಣು ಅವರು ಕಳೆದ ನಾಲ್ಕು ದಶಕಗಳಿಂದ ಕೂಡಿಯಾಟ್ಟಂ ಕಲೆಯ ಪುನರುಜ್ಜೀವನಕ್ಕಾಗಿ ದುಡಿಯುತ್ತಿದ್ದು, ದೇಶ ವಿದೇಶಗಳಲ್ಲಿ ನೂರಾರು ಪ್ರದರ್ಶನಗಳನ್ನು ನೀಡಿದ್ದಾರೆ. ತಮ್ಮ 80ನೇ ವಯಸ್ಸಿನಲ್ಲೂ ಅವರು ಕಲೆಯ ಸೇವೆಯಲ್ಲಿ ತೊಡಗಿರುವುದು ಯುವ ಕಲಾವಿದರಿಗೆ ಸ್ಫೂರ್ತಿಯಾಗಿದೆ.: [1258, 1149, 1503, 1322]
- horoscope-sign-name: ತುಲಾ: [325, 2333, 344, 2344]
- horoscope-text: ಕುಂಭ: ಬಂಧುಗಳಿಂದ ಸಹಾಯ, ಮಾನಸಿಕ ನೆಮ್ಮದಿ, ಉತ್ತಮ ಬುದ್ಧಿಶಕ್ತಿ, ಶುಭ ಕಾರ್ಯಗಳಲ್ಲಿ ಆಸಕ್ತಿ.: [620, 2261, 789, 2286]
- signs-area-mid: [290, 2181, 575, 2387]
- divider: [833, 6, 835, 207]
- horoscope-text: ತುಲಾ: ಋಣಭಾದೆ, ಮಾನಸಿಕ ಚಿಂತೆ, ವಿದ್ಯಾರ್ಥಿಗಳಿಗೆ ತೊಂದರೆ, ಸ್ಥಳ ಬದಲಾವಣೆ.: [325, 2333, 534, 2356]
- twins-icon: ♊: [290, 2181, 317, 2208]
- ingredients-label-box: [6, 578, 109, 641]
